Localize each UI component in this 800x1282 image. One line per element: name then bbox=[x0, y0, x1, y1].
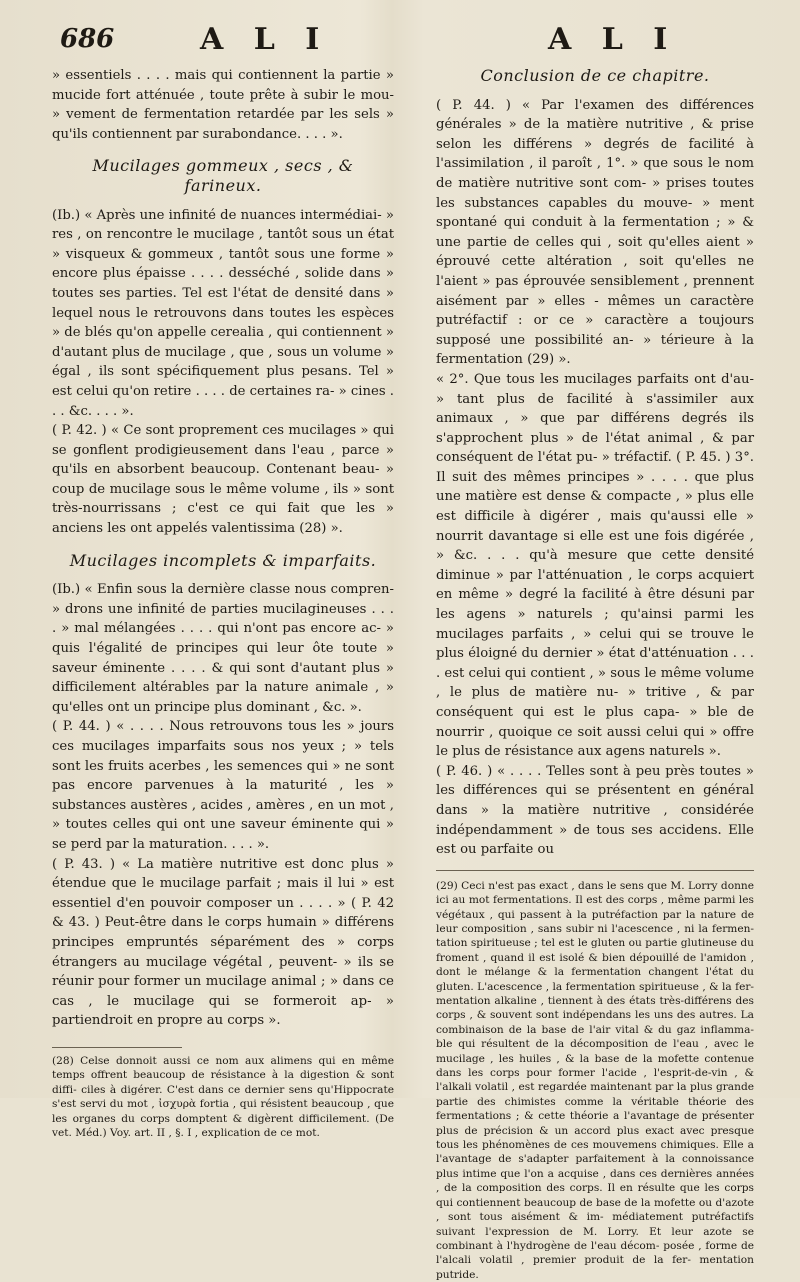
paragraph-p43: ( P. 43. ) « La matière nutritive est donc plus » étendue que le mucilage parfait ; mais il lui » est essentiel d'en pouvoir composer un . . . . » ( P. 42 & 43. ) Peut-être dans le corps humain » différens principes empruntés séparément des » corps étrangers au mucilage végétal , peuvent- » ils se réunir pour former un mucilage animal ; » dans ce cas , le mucilage qui se formeroit ap- » partiendroit en propre au corps ». bbox=[52, 856, 394, 1029]
footnote-divider-right bbox=[436, 870, 754, 871]
running-title-right: A L I bbox=[548, 22, 678, 57]
footnote-29: (29) Ceci n'est pas exact , dans le sens que M. Lorry donne ici au mot fermentations. Il est des corps , même parmi les végétaux , qui passent à la putréfaction par la nature de leur composition , sans subir ni l'acescence , ni la fermen- tation spiritueuse ; tel est le gluten ou partie glutineuse du froment , quand il est isolé & bien dépouillé de l'amidon , dont le mélange & la fermentation changent l'état du gluten. L'acescence , la fermentation spiritueuse , & la fer- mentation alkaline , tiennent à des états très-différens des corps , & souvent sont indépendans les uns des autres. La combinaison de la base de l'air vital & du gaz inflamma- ble qui résultent de la décomposition de l'eau , avec le mucilage , les huiles , & la base de la mofette contenue dans les corps pour former l'acide , l'esprit-de-vin , & l'alkali volatil , est regardée maintenant par la plus grande partie des chimistes comme la véritable théorie des fermentations ; & cette théorie a l'avantage de présenter plus de précision & un accord plus exact avec presque tous les phénomènes de ces mouvemens chimiques. Elle a l'avantage de s'adapter parfaitement à la connoissance plus intime que l'on a acquise , dans ces dernières années , de la composition des corps. Il en résulte que les corps qui contiennent beaucoup de base de la mofette ou d'azote , sont tous aisément & im- médiatement putréfactifs suivant l'expression de M. Lorry. Et leur azote se combinant à l'hydrogène de l'eau décom- posée , forme de l'alcali volatil , premier produit de la fer- mentation putride. bbox=[436, 879, 754, 1281]
running-title-left: A L I bbox=[200, 22, 330, 57]
paragraph-p44-right: ( P. 44. ) « Par l'examen des différences générales » de la matière nutritive , & prise selon les différens » degrés de facilité à l'assimilation , il paroît , 1°. » que sous le nom de matière nutritive sont com- » prises toutes les substances capables du mouve- » ment spontané qui conduit à la fermentation ; » & une partie de celles qui , soit qu'elles aient » éprouvé cette altération , soit qu'elles ne l'aient » pas éprouvée sensiblement , prennent aisément par » elles - mêmes un caractère putréfactif : or ce » caractère a toujours supposé une possibilité an- » térieure à la fermentation (29) ». bbox=[436, 97, 754, 368]
heading-mucilages-gommeux: Mucilages gommeux , secs , & farineux. bbox=[92, 156, 354, 195]
running-header bbox=[0, 22, 800, 62]
paragraph-p42: ( P. 42. ) « Ce sont proprement ces mucilages » qui se gonflent prodigieusement dans l'eau , parce » qu'ils en absorbent beaucoup. Contenant beau- » coup de mucilage sous le même volume , ils » sont très-nourrissans ; c'est ce qui fait que les » anciens les ont appelés valentissima (28) ». bbox=[52, 423, 394, 537]
paragraph-ib-2: (Ib.) « Enfin sous la dernière classe nous compren- » drons une infinité de parties mucilagineuses . . . . » mal mélangées . . . . qui n'ont pas encore ac- » quis l'égalité de principes qui leur ôte toute » saveur éminente . . . . & qui sont d'autant plus » difficilement altérables par la nature animale , » qu'elles ont un principe plus dominant , &c. ». bbox=[52, 582, 394, 715]
footnote-28: (28) Celse donnoit aussi ce nom aux alimens qui en même temps offrent beaucoup de résistance à la digestion & sont diffi- ciles à digérer. C'est dans ce dernier sens qu'Hippocrate s'est servi du mot , ἰσχυρὰ fortia , qui résistent beaucoup , que les organes du corps domptent & digèrent difficilement. (De vet. Méd.) Voy. art. II , §. I , explication de ce mot. bbox=[52, 1054, 394, 1139]
left-column bbox=[52, 66, 394, 1140]
page-number: 686 bbox=[60, 24, 115, 54]
right-column bbox=[436, 66, 754, 1282]
paragraph-ib-1: (Ib.) « Après une infinité de nuances intermédiai- » res , on rencontre le mucilage , tantôt sous un état » visqueux & gommeux , tantôt sous une forme » encore plus épaisse . . . . desséché , solide dans » toutes ses parties. Tel est l'état de densité dans » lequel nous le retrouvons dans toutes les espèces » de blés qu'on appelle cerealia , qui contiennent » d'autant plus de mucilage , que , sous un volume » égal , ils sont spécifiquement plus pesans. Tel » est celui qu'on retire . . . . de certaines ra- » cines . . . &c. . . . ». bbox=[52, 207, 394, 419]
paragraph-p44-left: ( P. 44. ) « . . . . Nous retrouvons tous les » jours ces mucilages imparfaits sous nos yeux ; » tels sont les fruits acerbes , les semences qui » ne sont pas encore parvenues à la maturité , les » substances austères , acides , amères , en un mot , » toutes celles qui ont une saveur éminente qui » se perd par la maturation. . . . ». bbox=[52, 719, 394, 852]
paragraph-2: « 2°. Que tous les mucilages parfaits ont d'au- » tant plus de facilité à s'assimiler aux animaux , » que par différens degrés ils s'approchent plus » de l'état animal , & par conséquent de l'état pu- » tréfactif. ( P. 45. ) 3°. Il suit des mêmes principes » . . . . que plus une matière est dense & compacte , » plus elle est difficile à digérer , mais qu'aussi elle » nourrit davantage si elle est une fois digérée , » &c. . . . qu'à mesure que cette densité diminue » par l'atténuation , le corps acquiert en même » degré la facilité à être désuni par les agens » naturels ; qu'ainsi parmi les mucilages parfaits , » celui qui se trouve le plus éloigné du dernier » état d'atténuation . . . . est celui qui contient , » sous le même volume , le plus de matière nu- » tritive , & par conséquent qui est le plus capa- » ble de nourrir , quoique ce soit aussi celui qui » offre le plus de résistance aux agens naturels ». bbox=[436, 371, 754, 760]
footnote-divider-left bbox=[52, 1047, 182, 1048]
paragraph-p46: ( P. 46. ) « . . . . Telles sont à peu près toutes » les différences qui se présentent en général dans » la matière nutritive , considérée indépendamment » de tous ses accidens. Elle est ou parfaite ou bbox=[436, 763, 754, 858]
heading-conclusion: Conclusion de ce chapitre. bbox=[480, 66, 710, 85]
paragraph-intro: » essentiels . . . . mais qui contiennent la partie » mucide fort atténuée , toute prête à subir le mou- » vement de fermentation retardée par les sels » qu'ils contiennent par surabondance. . . . ». bbox=[52, 68, 394, 142]
heading-mucilages-incomplets: Mucilages incomplets & imparfaits. bbox=[69, 550, 377, 570]
